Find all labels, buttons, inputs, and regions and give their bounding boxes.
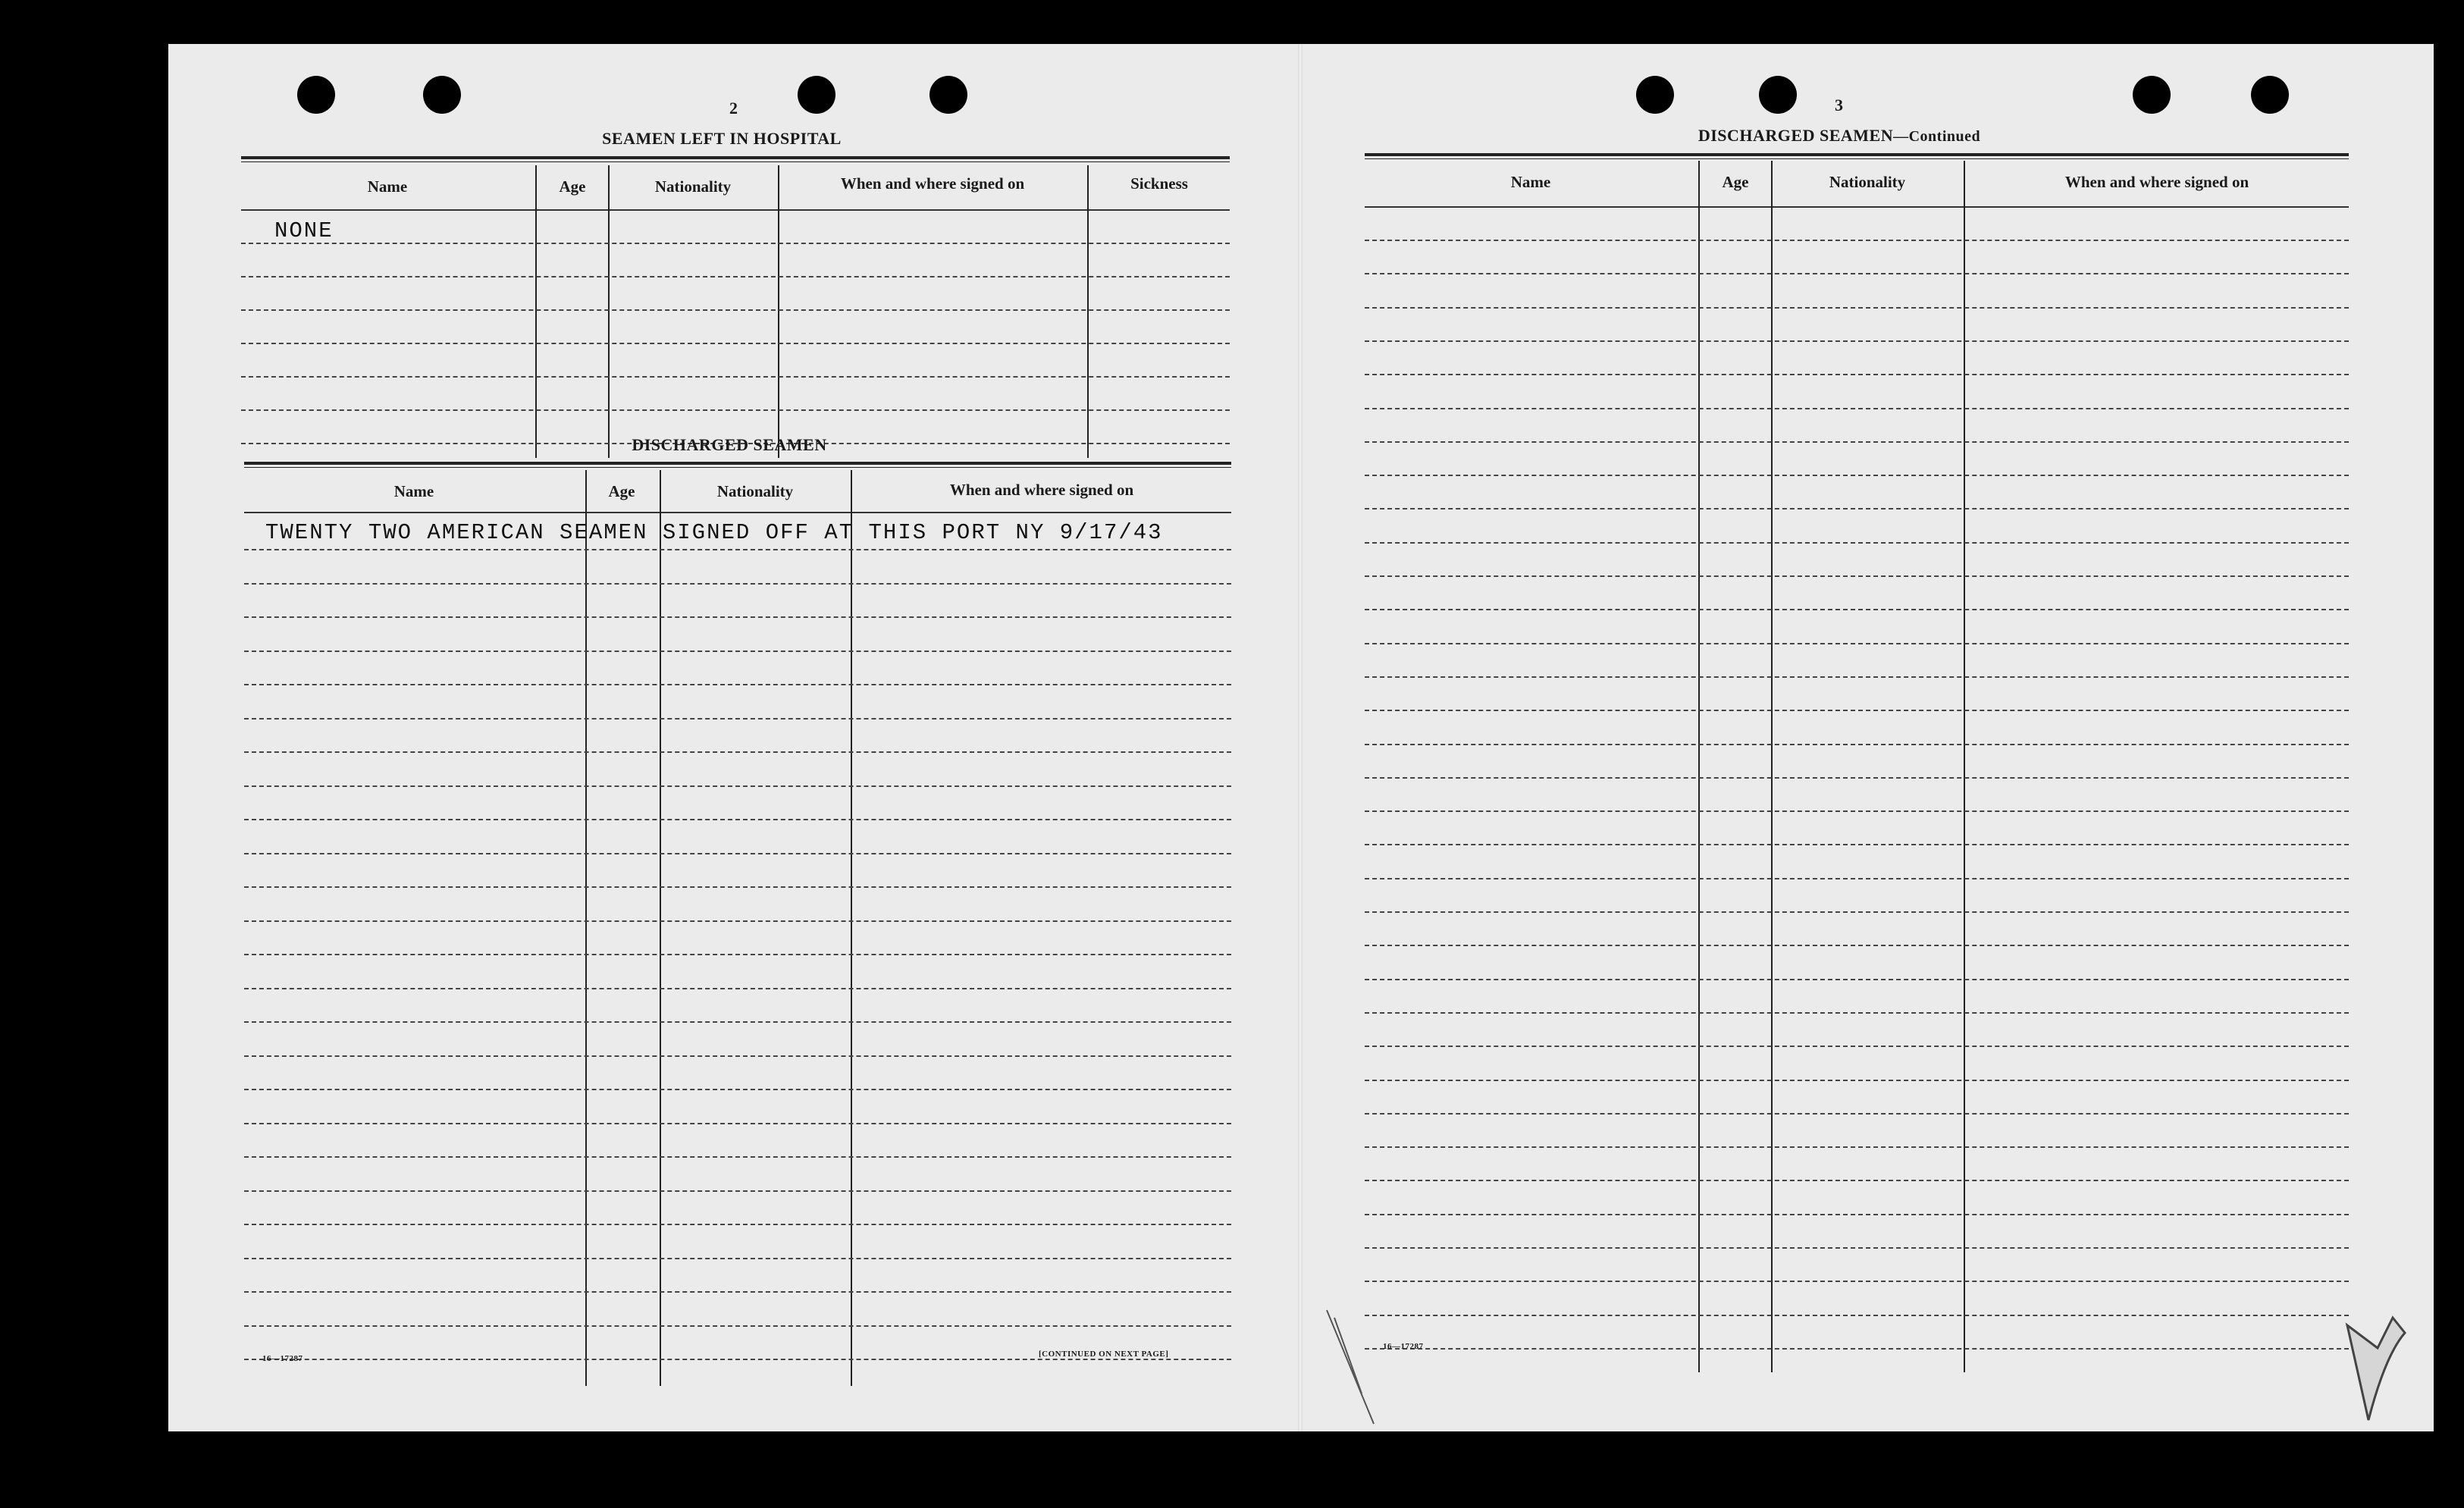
row-rule xyxy=(1365,441,2349,443)
col-header-nationality: Nationality xyxy=(1829,173,1906,191)
row-rule xyxy=(244,684,1231,685)
form-paper xyxy=(168,44,2434,1431)
row-rule xyxy=(244,751,1231,753)
row-rule xyxy=(241,276,1230,277)
discharged-section-title: DISCHARGED SEAMEN xyxy=(632,435,827,454)
row-rule xyxy=(244,1224,1231,1225)
punch-hole xyxy=(2133,76,2171,114)
punch-hole xyxy=(2251,76,2289,114)
table-top-rule xyxy=(244,462,1231,468)
row-rule xyxy=(1365,979,2349,980)
column-divider xyxy=(1698,161,1700,1372)
page-crease-mark xyxy=(1324,1303,1377,1431)
punch-hole xyxy=(929,76,967,114)
column-divider xyxy=(778,165,779,458)
hospital-section-title: SEAMEN LEFT IN HOSPITAL xyxy=(602,129,842,148)
row-rule xyxy=(1365,810,2349,812)
row-rule xyxy=(244,785,1231,787)
punch-hole xyxy=(297,76,335,114)
row-rule xyxy=(1365,340,2349,342)
continued-note: [CONTINUED ON NEXT PAGE] xyxy=(1039,1350,1169,1359)
row-rule xyxy=(1365,1247,2349,1249)
row-rule xyxy=(1365,240,2349,241)
row-rule xyxy=(244,616,1231,618)
row-rule xyxy=(244,1123,1231,1124)
row-rule xyxy=(244,886,1231,888)
col-header-age: Age xyxy=(1722,173,1749,191)
discharged-entry: TWENTY TWO AMERICAN SEAMEN SIGNED OFF AT THIS PORT NY 9/17/43 xyxy=(265,520,1163,545)
col-header-signed-on: When and where signed on xyxy=(840,174,1025,193)
page-left xyxy=(168,44,1301,1431)
row-rule xyxy=(1365,844,2349,845)
row-rule xyxy=(1365,475,2349,476)
row-rule xyxy=(244,1325,1231,1327)
col-header-age: Age xyxy=(559,177,586,196)
row-rule xyxy=(241,309,1230,311)
row-rule xyxy=(244,1055,1231,1057)
column-divider xyxy=(608,165,610,458)
row-rule xyxy=(244,651,1231,652)
row-rule xyxy=(244,1190,1231,1192)
form-number: 16—17287 xyxy=(1383,1342,1424,1351)
row-rule xyxy=(1365,542,2349,544)
column-divider xyxy=(535,165,537,458)
row-rule xyxy=(1365,1281,2349,1282)
column-divider xyxy=(1964,161,1965,1372)
row-rule xyxy=(241,376,1230,378)
header-rule xyxy=(1365,206,2349,208)
row-rule xyxy=(244,583,1231,585)
column-divider xyxy=(851,470,852,1386)
row-rule xyxy=(1365,643,2349,644)
col-header-signed-on: When and where signed on xyxy=(2064,173,2249,191)
row-rule xyxy=(244,1258,1231,1259)
row-rule xyxy=(1365,710,2349,711)
punch-hole xyxy=(798,76,835,114)
discharged-continued-title xyxy=(1665,126,2014,146)
col-header-name: Name xyxy=(1510,173,1551,191)
col-header-nationality: Nationality xyxy=(716,482,794,500)
row-rule xyxy=(241,343,1230,344)
col-header-age: Age xyxy=(608,482,635,500)
row-rule xyxy=(244,1291,1231,1293)
row-rule xyxy=(1365,1146,2349,1148)
row-rule xyxy=(1365,575,2349,577)
table-top-rule xyxy=(1365,153,2349,159)
page-number: 2 xyxy=(729,99,738,118)
column-divider xyxy=(1771,161,1773,1372)
row-rule xyxy=(1365,307,2349,309)
row-rule xyxy=(1365,508,2349,509)
table-top-rule xyxy=(241,156,1230,162)
row-rule xyxy=(1365,1080,2349,1081)
title-continued: —Continued xyxy=(1893,128,1981,145)
title-main: DISCHARGED SEAMEN xyxy=(1698,126,1894,145)
row-rule xyxy=(1365,1046,2349,1047)
col-header-nationality: Nationality xyxy=(654,177,732,196)
row-rule xyxy=(1365,609,2349,610)
row-rule xyxy=(241,243,1230,244)
row-rule xyxy=(1365,273,2349,274)
row-rule xyxy=(1365,1113,2349,1115)
row-rule xyxy=(1365,878,2349,879)
col-header-signed-on: When and where signed on xyxy=(949,481,1134,499)
punch-hole xyxy=(1636,76,1674,114)
row-rule xyxy=(244,1089,1231,1090)
row-rule xyxy=(244,1359,1231,1360)
row-rule xyxy=(1365,744,2349,745)
hospital-entry: NONE xyxy=(274,218,334,243)
page-number: 3 xyxy=(1835,96,1843,114)
row-rule xyxy=(1365,1012,2349,1014)
row-rule xyxy=(244,853,1231,854)
col-header-sickness: Sickness xyxy=(1130,174,1188,193)
page-corner-fold xyxy=(2332,1303,2408,1424)
row-rule xyxy=(244,988,1231,989)
header-rule xyxy=(241,209,1230,211)
row-rule xyxy=(244,1021,1231,1023)
row-rule xyxy=(1365,408,2349,409)
row-rule xyxy=(244,819,1231,820)
row-rule xyxy=(241,409,1230,411)
row-rule xyxy=(1365,911,2349,913)
column-divider xyxy=(585,470,587,1386)
column-divider xyxy=(1087,165,1089,458)
row-rule xyxy=(1365,777,2349,779)
row-rule xyxy=(1365,676,2349,678)
row-rule xyxy=(1365,1348,2349,1350)
row-rule xyxy=(244,920,1231,922)
punch-hole xyxy=(1759,76,1797,114)
punch-hole xyxy=(423,76,461,114)
row-rule xyxy=(1365,1180,2349,1181)
row-rule xyxy=(244,1156,1231,1158)
row-rule xyxy=(244,718,1231,720)
row-rule xyxy=(1365,374,2349,375)
row-rule xyxy=(1365,1214,2349,1215)
col-header-name: Name xyxy=(393,482,434,500)
row-rule xyxy=(244,954,1231,955)
page-right xyxy=(1301,44,2434,1431)
row-rule xyxy=(244,549,1231,550)
header-rule xyxy=(244,512,1231,513)
row-rule xyxy=(1365,945,2349,946)
column-divider xyxy=(660,470,661,1386)
col-header-name: Name xyxy=(367,177,408,196)
form-number: 16—17287 xyxy=(262,1354,303,1363)
row-rule xyxy=(1365,1315,2349,1316)
